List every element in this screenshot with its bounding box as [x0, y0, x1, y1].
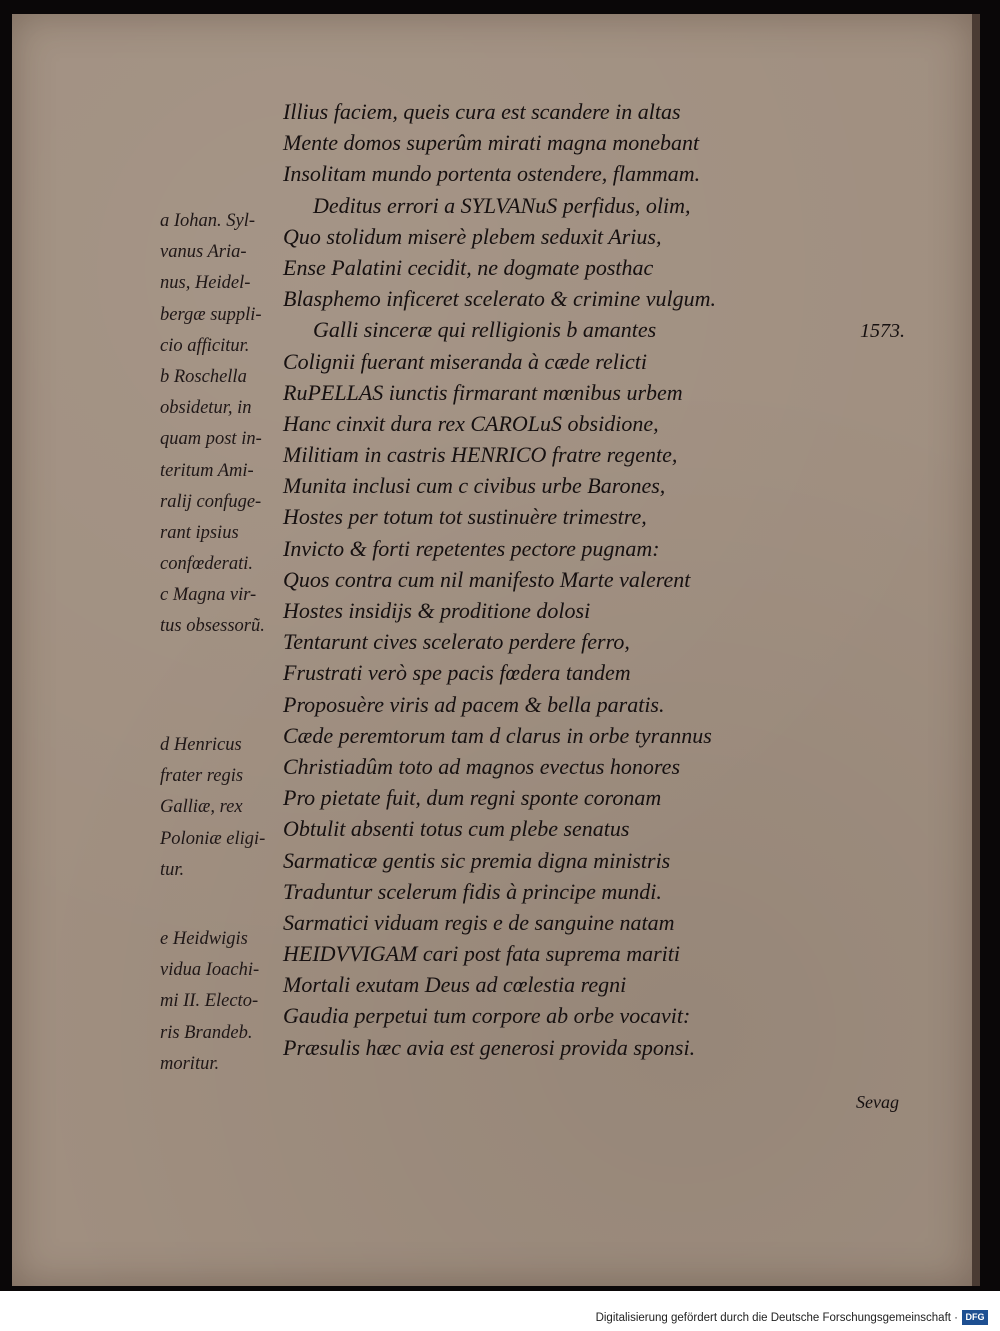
margin-note-line: quam post in-	[160, 429, 262, 450]
margin-note-line: c Magna vir-	[160, 585, 257, 606]
margin-note-line: moritur.	[160, 1053, 220, 1074]
margin-note-line: Galliæ, rex	[160, 797, 243, 818]
verse-line: Quo stolidum miserè plebem seduxit Arius,	[283, 223, 662, 249]
verse-line: HEIDVVIGAM cari post fata suprema mariti	[283, 941, 680, 967]
verse-line: Invicto & forti repetentes pectore pugnam:	[283, 535, 660, 561]
verse-line: Illius faciem, queis cura est scandere in altas	[283, 99, 681, 124]
verse-line: Militiam in castris HENRICO fratre regente,	[283, 442, 678, 468]
verse-line: Munita inclusi cum c civibus urbe Barones,	[283, 473, 666, 499]
margin-note-line: bergæ suppli-	[160, 304, 262, 325]
margin-note-line: mi II. Electo-	[160, 991, 259, 1012]
margin-note-line: confœderati.	[160, 554, 254, 575]
side-year: 1573.	[860, 320, 905, 342]
verse-line: Proposuère viris ad pacem & bella paratis.	[283, 691, 665, 717]
dfg-logo-icon: DFG	[962, 1310, 988, 1325]
verse-line: Præsulis hæc avia est generosi provida sponsi.	[283, 1034, 696, 1060]
margin-note-line: a Iohan. Syl-	[160, 211, 256, 231]
page-edge	[972, 14, 980, 1286]
margin-note-line: frater regis	[160, 766, 244, 787]
verse-line: Mortali exutam Deus ad cœlestia regni	[283, 972, 627, 998]
margin-note-line: cio afficitur.	[160, 335, 250, 356]
footer-bar	[0, 1291, 1000, 1331]
verse-line: Obtulit absenti totus cum plebe senatus	[283, 816, 630, 842]
margin-note-line: vanus Aria-	[160, 242, 247, 263]
margin-note-line: e Heidwigis	[160, 929, 248, 949]
margin-note-a	[160, 206, 282, 643]
verse-line: Pro pietate fuit, dum regni sponte coronam	[283, 785, 662, 811]
margin-note-line: tus obsessorũ.	[160, 616, 265, 637]
verse-line: Tentarunt cives scelerato perdere ferro,	[283, 629, 630, 655]
verse-line: Traduntur scelerum fidis à principe mundi.	[283, 878, 662, 904]
verse-line: Galli sinceræ qui relligionis b amantes	[313, 317, 657, 343]
verse-line: Sarmatici viduam regis e de sanguine natam	[283, 909, 675, 935]
verse-line: Sarmaticæ gentis sic premia digna ministris	[283, 847, 671, 873]
verse-line: Mente domos superûm mirati magna monebant	[283, 130, 700, 156]
margin-note-line: b Roschella	[160, 366, 247, 387]
verse-text	[283, 96, 843, 1063]
verse-line: Christiadûm toto ad magnos evectus honores	[283, 753, 680, 779]
verse-line: Blasphemo inficeret scelerato & crimine vulgum.	[283, 286, 716, 312]
margin-note-line: ralij confuge-	[160, 491, 262, 512]
verse-line: Gaudia perpetui tum corpore ab orbe vocavit:	[283, 1003, 691, 1029]
margin-note-line: obsidetur, in	[160, 398, 252, 419]
footer-credit: Digitalisierung gefördert durch die Deutsche Forschungsgemeinschaft ·	[595, 1312, 958, 1324]
verse-line: Hostes insidijs & proditione dolosi	[283, 598, 591, 623]
margin-note-e	[160, 924, 282, 1080]
verse-line: Hostes per totum tot sustinuère trimestre,	[283, 504, 647, 530]
margin-note-line: vidua Ioachi-	[160, 960, 260, 981]
margin-note-line: rant ipsius	[160, 522, 239, 543]
margin-note-line: teritum Ami-	[160, 460, 254, 481]
margin-note-line: nus, Heidel-	[160, 273, 251, 294]
margin-note-d	[160, 730, 282, 886]
catchword: Sevag	[856, 1092, 899, 1112]
verse-line: Cæde peremtorum tam d clarus in orbe tyrannus	[283, 722, 712, 748]
verse-line: Insolitam mundo portenta ostendere, flammam.	[283, 161, 701, 187]
verse-line: Quos contra cum nil manifesto Marte valerent	[283, 566, 691, 592]
verse-line: Hanc cinxit dura rex CAROLuS obsidione,	[283, 410, 659, 436]
margin-note-line: ris Brandeb.	[160, 1022, 253, 1043]
margin-note-line: Poloniæ eligi-	[160, 828, 266, 849]
margin-note-line: d Henricus	[160, 735, 242, 755]
verse-line: Ense Palatini cecidit, ne dogmate posthac	[283, 254, 654, 280]
verse-line: RuPELLAS iunctis firmarant mœnibus urbem	[283, 379, 683, 405]
verse-line: Colignii fuerant miseranda à cæde relicti	[283, 348, 647, 374]
verse-line: Deditus errori a SYLVANuS perfidus, olim,	[313, 192, 691, 218]
margin-note-line: tur.	[160, 859, 185, 880]
verse-line: Frustrati verò spe pacis fœdera tandem	[283, 660, 631, 686]
